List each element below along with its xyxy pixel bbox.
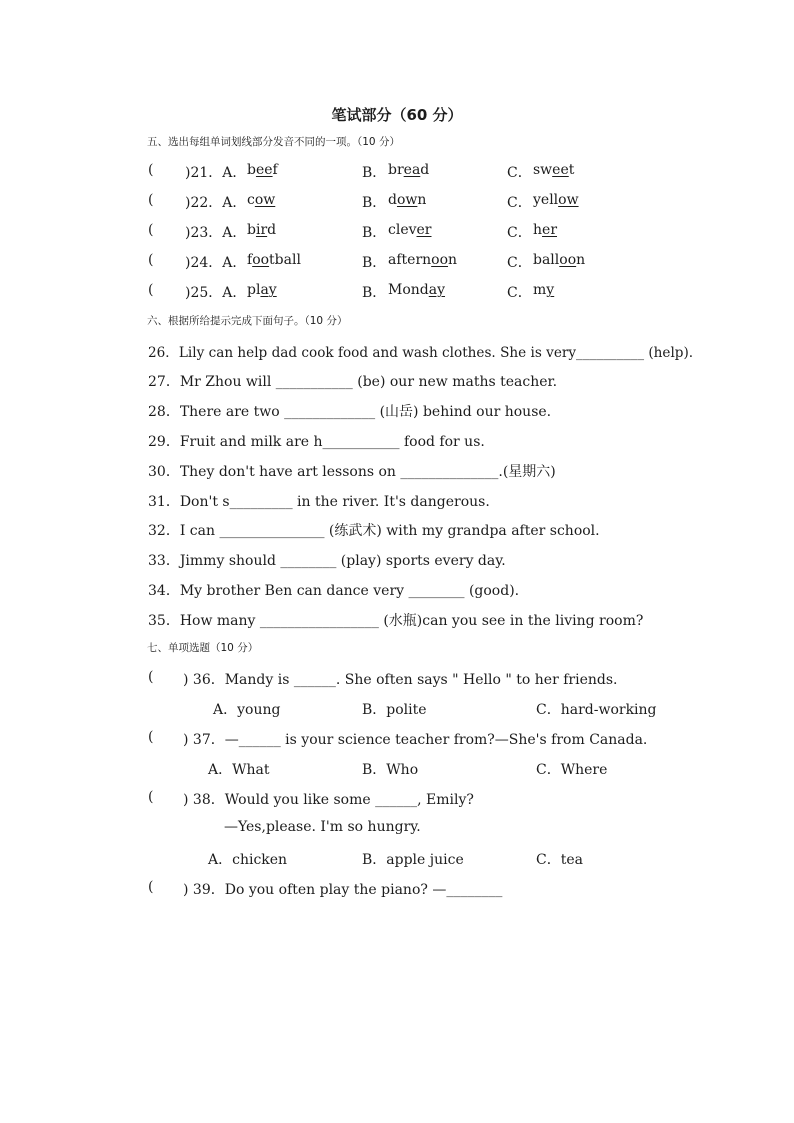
reply-text: —Yes,please. I'm so hungry. bbox=[224, 819, 421, 835]
page-title: 笔试部分（60 分） bbox=[331, 106, 463, 124]
mc-question-38-reply bbox=[0, 819, 794, 841]
answer-bracket: ( bbox=[148, 669, 154, 685]
options-row bbox=[0, 699, 794, 721]
options-row bbox=[0, 849, 794, 871]
answer-bracket: ( bbox=[148, 789, 154, 805]
phonics-question-row bbox=[0, 222, 794, 244]
fill-in-question bbox=[0, 520, 794, 542]
underlined-letters: oo bbox=[252, 252, 270, 268]
fill-in-question bbox=[0, 580, 794, 602]
mc-question-38 bbox=[0, 789, 794, 811]
question-sentence: 32．I can _______________ (练武术) with my grandpa after school. bbox=[148, 523, 600, 540]
option-a: A．young bbox=[213, 702, 281, 718]
phonics-question-row bbox=[0, 162, 794, 184]
underlined-letters: ee bbox=[255, 162, 273, 178]
option-a-word: bird bbox=[247, 222, 277, 238]
question-text: ) 38．Would you like some ______, Emily? bbox=[183, 792, 474, 808]
option-b-word: afternoon bbox=[388, 252, 458, 268]
underlined-letters: ay bbox=[428, 282, 446, 298]
underlined-letters: ow bbox=[254, 192, 276, 208]
option-b: B．polite bbox=[362, 702, 427, 718]
question-number: )25．A． bbox=[185, 285, 247, 301]
fill-in-question bbox=[0, 610, 794, 632]
option-a-word: play bbox=[247, 282, 277, 298]
option-a-word: football bbox=[247, 252, 301, 268]
question-text: ) 39．Do you often play the piano? —________ bbox=[183, 882, 503, 898]
options-row bbox=[0, 759, 794, 781]
question-number: )22．A． bbox=[185, 195, 247, 211]
question-sentence: 33．Jimmy should ________ (play) sports every day. bbox=[148, 553, 506, 570]
option-c-word: her bbox=[533, 222, 558, 238]
mc-question-36 bbox=[0, 669, 794, 691]
fill-in-question bbox=[0, 341, 794, 363]
option-b: B．Who bbox=[362, 762, 419, 778]
option-c: C．hard-working bbox=[536, 702, 657, 718]
underlined-letters: ee bbox=[552, 162, 569, 178]
option-b-letter: B． bbox=[362, 165, 387, 181]
option-c-letter: C． bbox=[507, 255, 532, 271]
option-b-letter: B． bbox=[362, 195, 387, 211]
underlined-letters: ir bbox=[255, 222, 268, 238]
section-7-heading: 七、单项选题（10 分） bbox=[147, 642, 259, 654]
underlined-letters: er bbox=[542, 222, 558, 238]
option-b-word: Monday bbox=[388, 282, 446, 298]
underlined-letters: ay bbox=[260, 282, 277, 298]
section-5-heading: 五、选出每组单词划线部分发音不同的一项。（10 分） bbox=[147, 136, 400, 148]
option-a: A．chicken bbox=[208, 852, 288, 868]
option-b: B．apple juice bbox=[362, 852, 464, 868]
answer-bracket: ( bbox=[148, 879, 154, 895]
option-c-word: balloon bbox=[533, 252, 586, 268]
fill-in-question bbox=[0, 371, 794, 393]
underlined-letters: ea bbox=[403, 162, 421, 178]
phonics-question-row bbox=[0, 282, 794, 304]
option-c: C．tea bbox=[536, 852, 583, 868]
section-6-heading: 六、根据所给提示完成下面句子。（10 分） bbox=[147, 315, 348, 327]
option-b-letter: B． bbox=[362, 285, 387, 301]
underlined-letters: y bbox=[546, 282, 555, 298]
question-sentence: 28．There are two _____________ (山岳) behind our house. bbox=[148, 403, 552, 420]
underlined-letters: ow bbox=[558, 192, 579, 208]
option-b-letter: B． bbox=[362, 225, 387, 241]
question-text: ) 37．—______ is your science teacher from?—She's from Canada. bbox=[183, 732, 648, 748]
option-c-word: yellow bbox=[533, 192, 579, 208]
answer-bracket: ( bbox=[148, 252, 154, 268]
answer-bracket: ( bbox=[148, 192, 154, 208]
option-c-letter: C． bbox=[507, 165, 532, 181]
option-c-letter: C． bbox=[507, 285, 532, 301]
question-sentence: 26．Lily can help dad cook food and wash clothes. She is very__________ (help). bbox=[148, 345, 694, 361]
answer-bracket: ( bbox=[148, 222, 154, 238]
option-c-word: sweet bbox=[533, 162, 575, 178]
underlined-letters: er bbox=[416, 222, 432, 238]
phonics-question-row bbox=[0, 192, 794, 214]
fill-in-question bbox=[0, 401, 794, 423]
question-sentence: 29．Fruit and milk are h___________ food for us. bbox=[148, 433, 485, 450]
option-a: A．What bbox=[208, 762, 270, 778]
fill-in-question bbox=[0, 431, 794, 453]
option-c: C．Where bbox=[536, 762, 608, 778]
question-text: ) 36．Mandy is ______. She often says " Hello " to her friends. bbox=[183, 672, 618, 688]
option-a-word: cow bbox=[247, 192, 276, 208]
question-number: )24．A． bbox=[185, 255, 247, 271]
underlined-letters: ow bbox=[396, 192, 418, 208]
question-sentence: 30．They don't have art lessons on ______________.(星期六) bbox=[148, 463, 556, 480]
option-b-word: down bbox=[388, 192, 427, 208]
question-sentence: 27．Mr Zhou will ___________ (be) our new maths teacher. bbox=[148, 373, 558, 390]
fill-in-question bbox=[0, 550, 794, 572]
option-c-letter: C． bbox=[507, 195, 532, 211]
option-b-word: bread bbox=[388, 162, 430, 178]
answer-bracket: ( bbox=[148, 282, 154, 298]
option-b-word: clever bbox=[388, 222, 432, 238]
option-c-letter: C． bbox=[507, 225, 532, 241]
question-sentence: 31．Don't s_________ in the river. It's dangerous. bbox=[148, 493, 490, 510]
option-b-letter: B． bbox=[362, 255, 387, 271]
answer-bracket: ( bbox=[148, 729, 154, 745]
question-number: )23．A． bbox=[185, 225, 247, 241]
answer-bracket: ( bbox=[148, 162, 154, 178]
question-sentence: 35．How many _________________ (水瓶)can you see in the living room? bbox=[148, 613, 644, 630]
phonics-question-row bbox=[0, 252, 794, 274]
fill-in-question bbox=[0, 491, 794, 513]
option-a-word: beef bbox=[247, 162, 278, 178]
mc-question-39 bbox=[0, 879, 794, 901]
fill-in-question bbox=[0, 461, 794, 483]
mc-question-37 bbox=[0, 729, 794, 751]
underlined-letters: oo bbox=[431, 252, 449, 268]
question-sentence: 34．My brother Ben can dance very ________ (good). bbox=[148, 583, 520, 600]
underlined-letters: oo bbox=[559, 252, 577, 268]
question-number: )21．A． bbox=[185, 165, 247, 181]
option-c-word: my bbox=[533, 282, 555, 298]
